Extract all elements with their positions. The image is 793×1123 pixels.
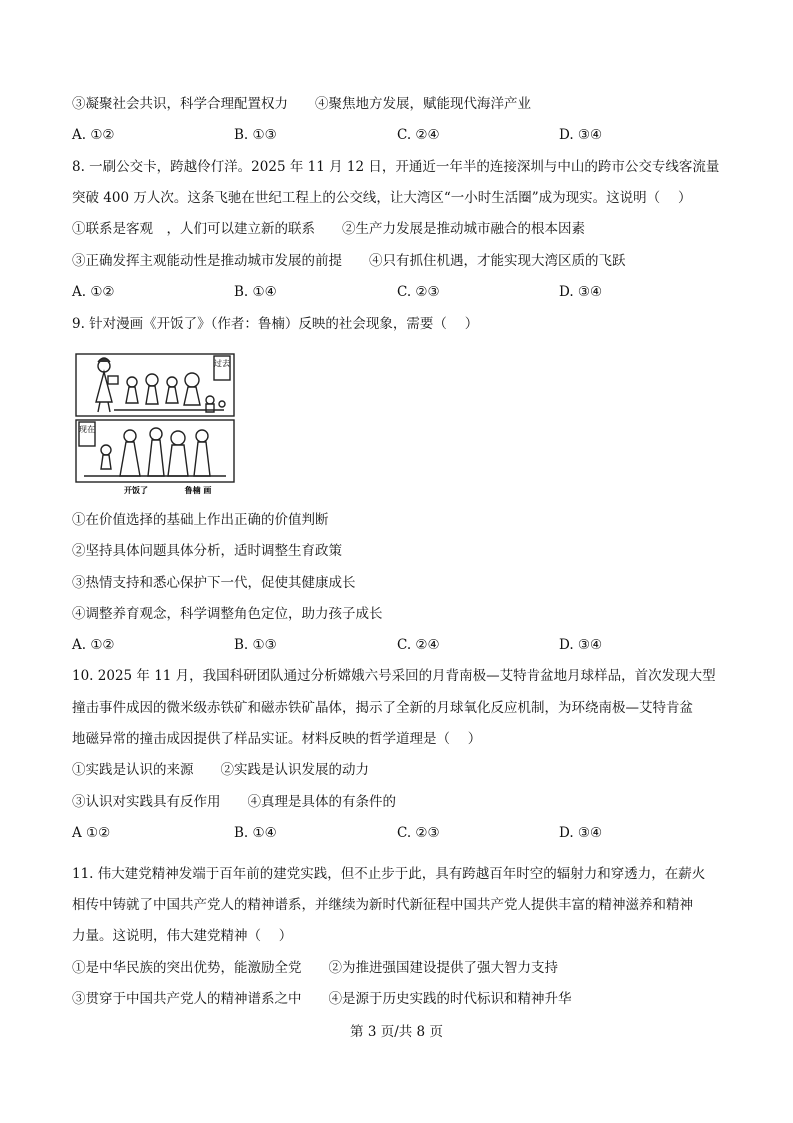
q11-stem-line-1: 11. 伟大建党精神发端于百年前的建党实践，但不止步于此，具有跨越百年时空的辐射力和穿透力，在薪火 xyxy=(72,866,706,882)
q11-stem-line-2: 相传中铸就了中国共产党人的精神谱系，并继续为新时代新征程中国共产党人提供丰富的精神滋养和精神 xyxy=(72,897,693,913)
q10-statements-1-2: ①实践是认识的来源 ②实践是认识发展的动力 xyxy=(72,762,369,778)
option-a: A. ①② xyxy=(72,127,115,143)
option-d: D. ③④ xyxy=(559,284,603,300)
option-d: D. ③④ xyxy=(559,825,603,841)
q8-statements-1-2: ①联系是客观 ，人们可以建立新的联系 ②生产力发展是推动城市融合的根本因素 xyxy=(72,221,585,237)
option-d: D. ③④ xyxy=(559,127,603,143)
option-c: C. ②④ xyxy=(397,637,440,653)
label-now: 现在 xyxy=(79,425,95,434)
q8-statements-3-4: ③正确发挥主观能动性是推动城市发展的前提 ④只有抓住机遇，才能实现大湾区质的飞跃 xyxy=(72,253,626,269)
cartoon-illustration xyxy=(74,350,238,496)
q11-statements-1-2: ①是中华民族的突出优势，能激励全党 ②为推进强国建设提供了强大智力支持 xyxy=(72,960,558,976)
option-c: C. ②④ xyxy=(397,127,440,143)
option-a: A. ①② xyxy=(72,637,115,653)
option-b: B. ①③ xyxy=(234,637,277,653)
q10-statements-3-4: ③认识对实践具有反作用 ④真理是具体的有条件的 xyxy=(72,794,396,810)
q11-stem-line-3: 力量。这说明，伟大建党精神（ ） xyxy=(72,928,293,944)
option-c: C. ②③ xyxy=(397,825,440,841)
q11-statements-3-4: ③贯穿于中国共产党人的精神谱系之中 ④是源于历史实践的时代标识和精神升华 xyxy=(72,991,572,1007)
q8-stem-line-2: 突破 400 万人次。这条飞驰在世纪工程上的公交线，让大湾区“一小时生活圈”成为现实。这说明（ ） xyxy=(72,190,692,206)
cartoon-author: 鲁楠 画 xyxy=(184,485,212,495)
q10-stem-line-3: 地磁异常的撞击成因提供了样品实证。材料反映的哲学道理是（ ） xyxy=(72,731,482,747)
q7-options xyxy=(72,125,732,145)
option-b: B. ①③ xyxy=(234,127,277,143)
q9-statement-2: ②坚持具体问题具体分析，适时调整生育政策 xyxy=(72,543,342,559)
q9-statement-4: ④调整养育观念，科学调整角色定位，助力孩子成长 xyxy=(72,606,383,622)
cartoon-title: 开饭了 xyxy=(124,485,148,495)
label-past: 过去 xyxy=(214,359,230,368)
option-a: A. ①② xyxy=(72,284,115,300)
q9-statement-1: ①在价值选择的基础上作出正确的价值判断 xyxy=(72,512,329,528)
q10-stem-line-2: 撞击事件成因的微米级赤铁矿和磁赤铁矿晶体，揭示了全新的月球氧化反应机制，为环绕南极—艾特肯盆 xyxy=(72,700,693,716)
q8-stem-line-1: 8. 一刷公交卡，跨越伶仃洋。2025 年 11 月 12 日，开通近一年半的连接深圳与中山的跨市公交专线客流量 xyxy=(72,159,720,175)
q9-options xyxy=(72,635,732,655)
option-d: D. ③④ xyxy=(559,637,603,653)
q7-statements-3-4: ③凝聚社会共识，科学合理配置权力 ④聚焦地方发展，赋能现代海洋产业 xyxy=(72,96,531,112)
cartoon-kaifanle xyxy=(74,350,238,496)
option-b: B. ①④ xyxy=(234,284,277,300)
q9-statement-3: ③热情支持和悉心保护下一代，促使其健康成长 xyxy=(72,575,356,591)
option-b: B. ①④ xyxy=(234,825,277,841)
q10-options xyxy=(72,823,732,843)
q10-stem-line-1: 10. 2025 年 11 月，我国科研团队通过分析嫦娥六号采回的月背南极—艾特肯盆地月球样品，首次发现大型 xyxy=(72,668,716,684)
option-a: A ①② xyxy=(72,825,111,841)
q8-options xyxy=(72,282,732,302)
option-c: C. ②③ xyxy=(397,284,440,300)
page-number: 第 3 页/共 8 页 xyxy=(350,1024,443,1040)
q9-stem: 9. 针对漫画《开饭了》（作者：鲁楠）反映的社会现象，需要（ ） xyxy=(72,316,479,332)
